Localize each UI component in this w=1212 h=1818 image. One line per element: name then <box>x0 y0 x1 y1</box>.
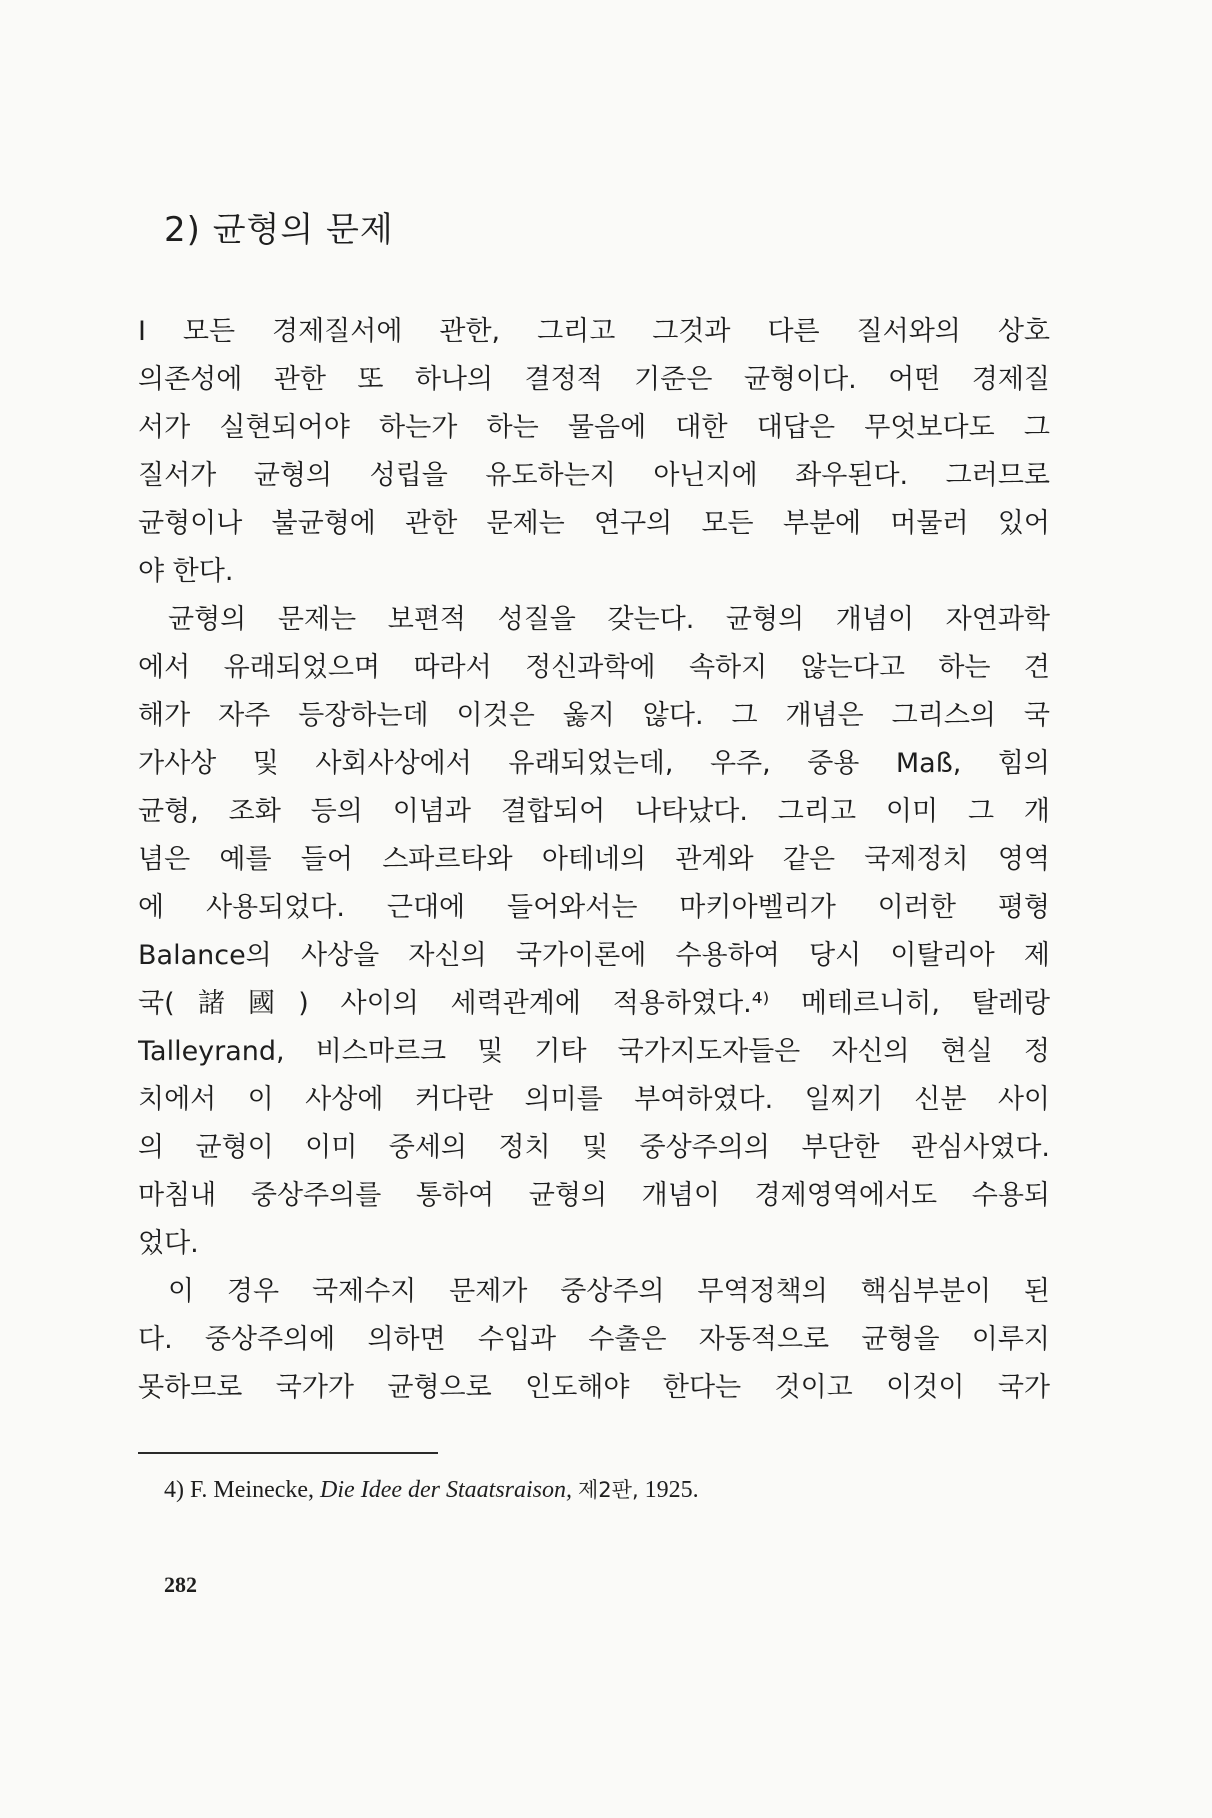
footnote <box>164 1474 699 1504</box>
body-text <box>138 308 1050 1412</box>
section-title: 2) 균형의 문제 <box>164 210 394 250</box>
text-line: 야 한다. <box>138 556 234 587</box>
text-line: Talleyrand, 비스마르크 및 기타 국가지도자들은 자신의 현실 정 <box>138 1036 1050 1067</box>
footnote-number: 4) <box>164 1477 184 1503</box>
page-number: 282 <box>164 1572 197 1597</box>
text-line: 치에서 이 사상에 커다란 의미를 부여하였다. 일찌기 신분 사이 <box>138 1084 1050 1115</box>
text-line: 균형의 문제는 보편적 성질을 갖는다. 균형의 개념이 자연과학 <box>168 604 1050 635</box>
footnote-title: Die Idee der Staatsraison, <box>320 1477 573 1503</box>
text-line: 질서가 균형의 성립을 유도하는지 아닌지에 좌우된다. 그러므로 <box>138 460 1050 491</box>
footnote-edition: 제2판, <box>578 1478 639 1502</box>
text-line: 균형, 조화 등의 이념과 결합되어 나타났다. 그리고 이미 그 개 <box>138 796 1050 827</box>
text-line: 이 경우 국제수지 문제가 중상주의 무역정책의 핵심부분이 된 <box>168 1276 1050 1307</box>
text-line: I 모든 경제질서에 관한, 그리고 그것과 다른 질서와의 상호 <box>138 316 1050 347</box>
text-line: 못하므로 국가가 균형으로 인도해야 한다는 것이고 이것이 국가 <box>138 1372 1050 1403</box>
text-line: 균형이나 불균형에 관한 문제는 연구의 모든 부분에 머물러 있어 <box>138 508 1050 539</box>
text-line: 에 사용되었다. 근대에 들어와서는 마키아벨리가 이러한 평형 <box>138 892 1050 923</box>
text-line: 해가 자주 등장하는데 이것은 옳지 않다. 그 개념은 그리스의 국 <box>138 700 1050 731</box>
footnote-divider <box>138 1452 438 1454</box>
text-line: 국(諸國) 사이의 세력관계에 적용하였다.⁴⁾ 메테르니히, 탈레랑 <box>138 988 1050 1019</box>
text-line: 다. 중상주의에 의하면 수입과 수출은 자동적으로 균형을 이루지 <box>138 1324 1050 1355</box>
text-line: 서가 실현되어야 하는가 하는 물음에 대한 대답은 무엇보다도 그 <box>138 412 1050 443</box>
footnote-author: F. Meinecke, <box>190 1477 315 1503</box>
text-line: Balance의 사상을 자신의 국가이론에 수용하여 당시 이탈리아 제 <box>138 940 1050 971</box>
text-line: 의존성에 관한 또 하나의 결정적 기준은 균형이다. 어떤 경제질 <box>138 364 1050 395</box>
text-line: 에서 유래되었으며 따라서 정신과학에 속하지 않는다고 하는 견 <box>138 652 1050 683</box>
text-line: 의 균형이 이미 중세의 정치 및 중상주의의 부단한 관심사였다. <box>138 1132 1050 1163</box>
footnote-year: 1925. <box>644 1477 699 1503</box>
text-line: 가사상 및 사회사상에서 유래되었는데, 우주, 중용 Maß, 힘의 <box>138 748 1050 779</box>
text-line: 마침내 중상주의를 통하여 균형의 개념이 경제영역에서도 수용되 <box>138 1180 1050 1211</box>
text-line: 었다. <box>138 1228 199 1259</box>
text-line: 념은 예를 들어 스파르타와 아테네의 관계와 같은 국제정치 영역 <box>138 844 1050 875</box>
